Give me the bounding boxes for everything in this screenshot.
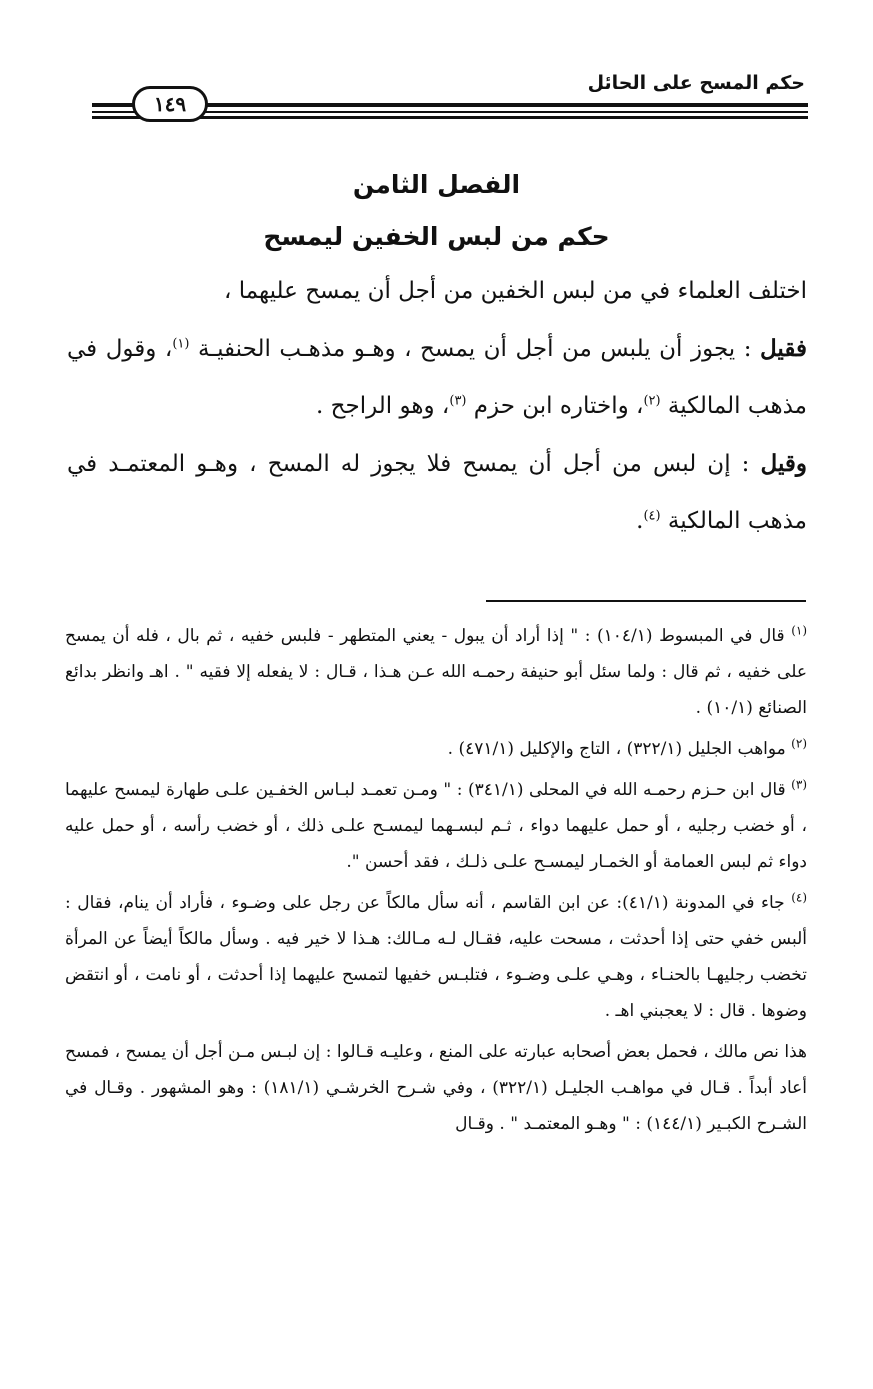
- first-opinion-paragraph: [67, 320, 807, 435]
- footnote-1-text: قال في المبسوط (١٠٤/١) : " إذا أراد أن يبول - يعني المتطهر - فلبس خفيه ، ثم بال ، فله أن يمسح على خفيه ، ثم قال : ولما سئل أبو حنيفة رحمـه الله عـن هـذا ، قـال : لا يفعله إلا فقيه " . اهـ وانظر بدائع الصنائع (١٠/١) .: [65, 626, 807, 718]
- footnote-ref-1[interactable]: (١): [172, 336, 190, 352]
- footnote-3-marker: (٣): [791, 777, 807, 792]
- chapter-heading: الفصل الثامن: [352, 170, 521, 199]
- second-opinion-text-a: : إن لبس من أجل أن يمسح فلا يجوز له المسح ، وهـو المعتمـد في مذهب المالكية: [67, 451, 807, 534]
- footnote-1: [65, 618, 807, 726]
- second-opinion-paragraph: [67, 435, 807, 550]
- footnote-3-text: قال ابن حـزم رحمـه الله في المحلى (٣٤١/١) : " ومـن تعمـد لبـاس الخفـين علـى طهارة ليمسح عليهما ، أو خضب رجليه ، أو حمل عليهما دواء ، ثـم لبسـهما ليمسـح علـى ذلك ، أو خضب رأسه ، أو حمل عليه دواء ثم لبس العمامة أو الخمـار ليمسـح علـى ذلـك ، فقد أحسن ".: [65, 780, 807, 872]
- footnote-ref-2[interactable]: (٢): [643, 393, 661, 409]
- first-opinion-lead: فقيل: [760, 335, 808, 362]
- footnote-4-text: جاء في المدونة (٤١/١): عن ابن القاسم ، أنه سأل مالكاً عن رجل على وضـوء ، فأراد أن ينام، فقال : ألبس خفي حتى إذا أحدثت ، مسحت عليه، فقـال لـه مـالك: هـذا لا خير فيه . وسأل مالكاً أيضاً عن المرأة تخضب رجليهـا بالحنـاء ، وهـي علـى وضـوء ، فتلبـس خفيها لتمسح عليهما إذا أحدثت ، أو نامت ، أو انتقض وضوها . قال : لا يعجبني اهـ .: [65, 893, 807, 1021]
- second-opinion-text-b: .: [636, 508, 644, 534]
- chapter-subheading: حكم من لبس الخفين ليمسح: [263, 222, 610, 251]
- footnote-4: [65, 885, 807, 1029]
- footnote-separator: [486, 600, 806, 602]
- first-opinion-text-b: ، وقول في مذهب المالكية: [67, 336, 807, 419]
- first-opinion-text-d: ، وهو الراجح .: [316, 393, 450, 419]
- footnote-4-marker: (٤): [791, 890, 808, 905]
- second-opinion-lead: وقيل: [760, 450, 807, 477]
- first-opinion-text-c: ، واختاره ابن حزم: [466, 393, 644, 419]
- footnote-2: [65, 731, 807, 767]
- footnote-2-marker: (٢): [791, 736, 807, 751]
- footnote-3: [65, 772, 807, 880]
- running-header-title: حكم المسح على الحائل: [587, 72, 805, 94]
- footnote-2-text: مواهب الجليل (٣٢٢/١) ، التاج والإكليل (٤٧١/١) .: [447, 739, 786, 759]
- footnote-1-marker: (١): [791, 623, 808, 638]
- footnote-4-continuation: هذا نص مالك ، فحمل بعض أصحابه عبارته على المنع ، وعليـه قـالوا : إن لبـس مـن أجل أن يمسح ، فمسح أعاد أبداً . قـال في مواهـب الجليـل (٣٢٢/١) ، وفي شـرح الخرشـي (١٨١/١) : وهو المشهور . وقـال في الشـرح الكبـير (١٤٤/١) : " وهـو المعتمـد " . وقـال: [65, 1042, 807, 1134]
- footnote-ref-4[interactable]: (٤): [643, 508, 661, 524]
- intro-paragraph: اختلف العلماء في من لبس الخفين من أجل أن يمسح عليهما ،: [223, 278, 807, 304]
- footnote-ref-3[interactable]: (٣): [449, 393, 467, 409]
- first-opinion-text-a: : يجوز أن يلبس من أجل أن يمسح ، وهـو مذهـب الحنفيـة: [189, 336, 761, 362]
- page-number: ١٤٩: [132, 86, 208, 122]
- body-text: [67, 263, 807, 550]
- footnotes: [65, 618, 807, 1147]
